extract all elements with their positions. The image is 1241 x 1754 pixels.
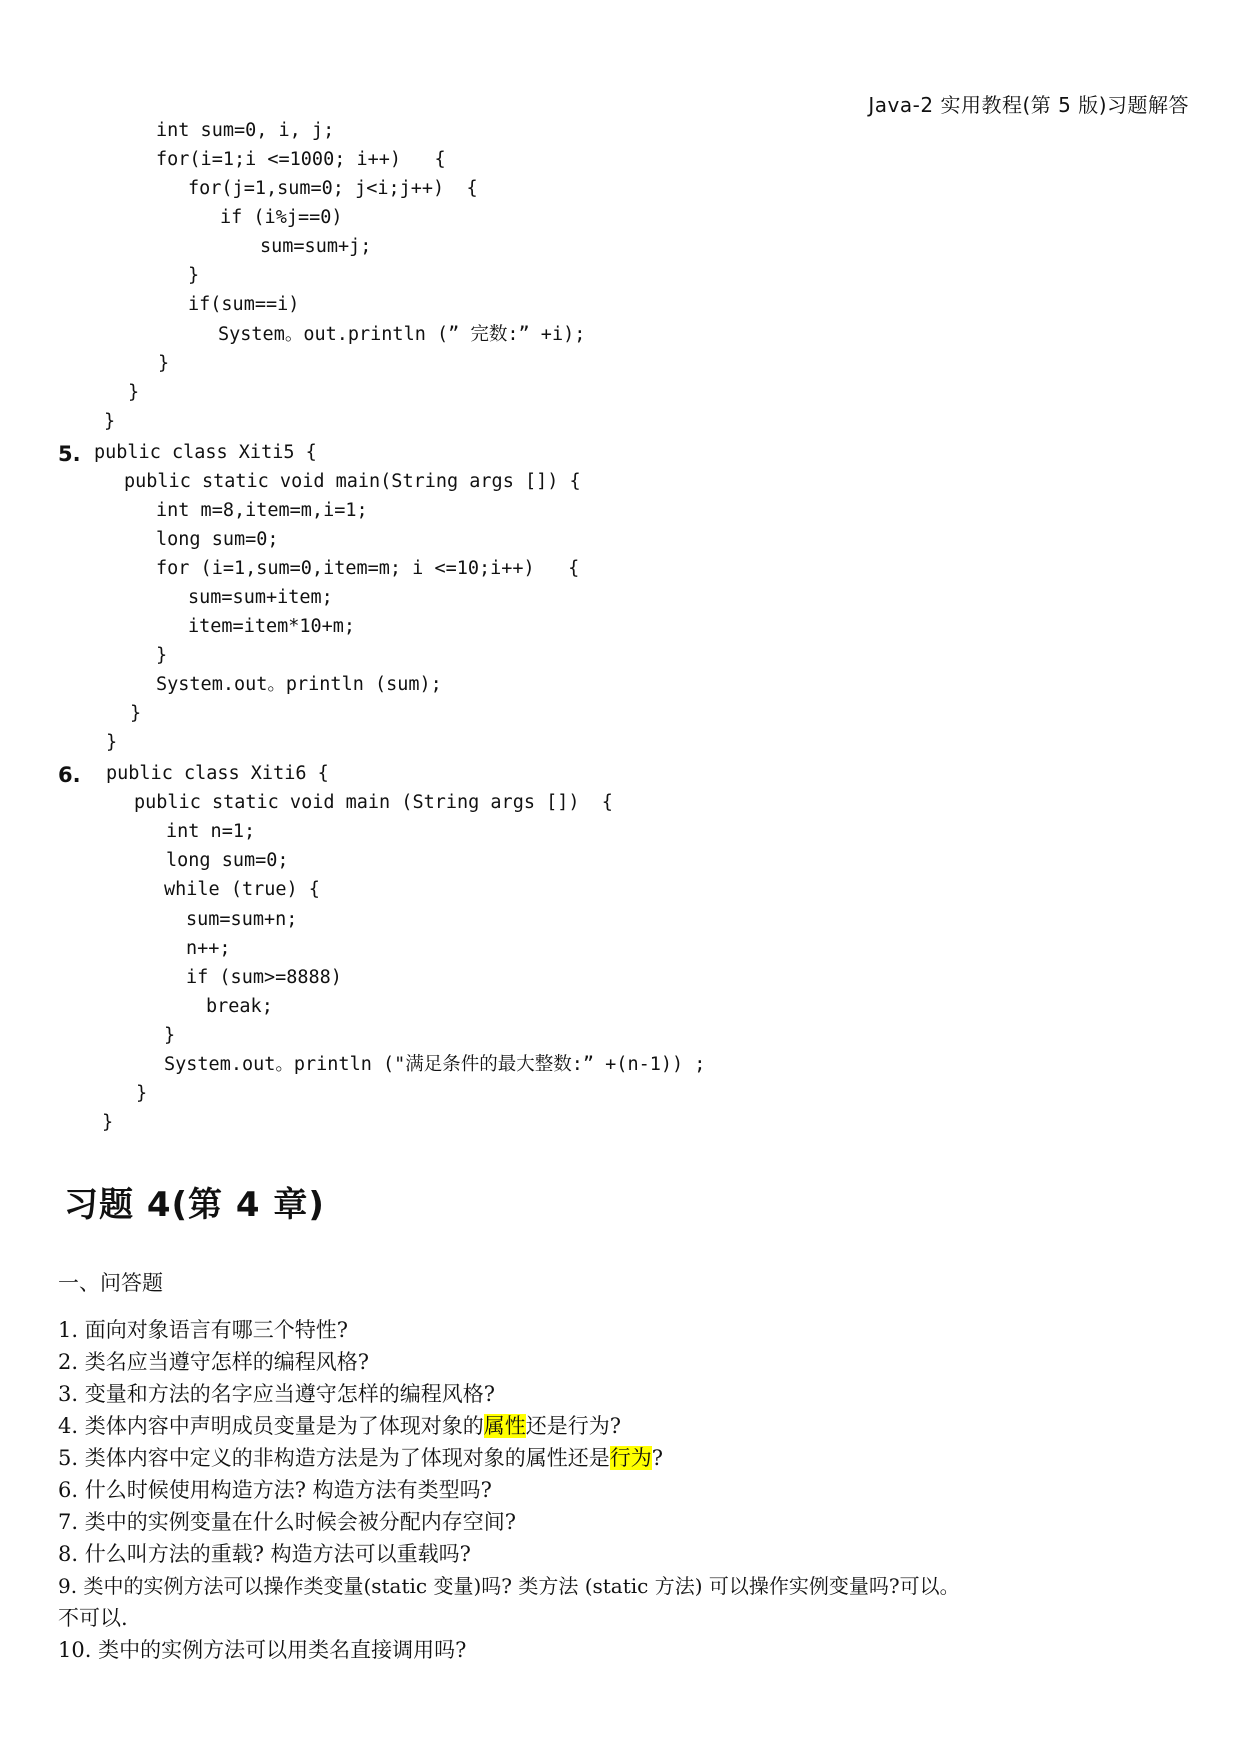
page-header: Java-2 实用教程(第 5 版)习题解答 xyxy=(868,93,1189,117)
code-line: break; xyxy=(206,996,273,1017)
code-line: } xyxy=(164,1025,176,1046)
question-text: ? xyxy=(651,1446,663,1470)
code-line: public class Xiti6 { xyxy=(106,763,329,784)
question-item: 3. 变量和方法的名字应当遵守怎样的编程风格? xyxy=(58,1382,495,1406)
code-line: int n=1; xyxy=(166,821,256,842)
code-line: } xyxy=(102,1112,114,1133)
chapter-title: 习题 4(第 4 章) xyxy=(64,1185,325,1225)
question-item: 9. 类中的实例方法可以操作类变量(static 变量)吗? 类方法 (static 方法) 可以操作实例变量吗?可以。 xyxy=(58,1574,960,1598)
question-text: 还是行为? xyxy=(525,1414,621,1438)
code-line: System.out。println (sum); xyxy=(156,674,442,695)
code-line: long sum=0; xyxy=(156,529,279,550)
section-title: 一、问答题 xyxy=(58,1271,163,1295)
code-line: int sum=0, i, j; xyxy=(156,120,335,141)
code-line: item=item*10+m; xyxy=(188,616,356,637)
code-line: } xyxy=(104,411,116,432)
code-line: System.out。println ("满足条件的最大整数:” +(n-1)) ; xyxy=(164,1054,706,1075)
code-line: for (i=1,sum=0,item=m; i <=10;i++) { xyxy=(156,558,580,579)
code-line: } xyxy=(130,703,142,724)
question-item: 8. 什么叫方法的重载? 构造方法可以重载吗? xyxy=(58,1542,471,1566)
code-line: } xyxy=(128,382,140,403)
code-line: while (true) { xyxy=(164,879,320,900)
question-item-continuation: 不可以. xyxy=(58,1606,128,1630)
code-line: if(sum==i) xyxy=(188,294,300,315)
question-item: 1. 面向对象语言有哪三个特性? xyxy=(58,1318,348,1342)
code-line: long sum=0; xyxy=(166,850,289,871)
code-line: public class Xiti5 { xyxy=(94,442,317,463)
code-line: } xyxy=(188,265,200,286)
question-item xyxy=(58,1448,663,1469)
code-line: int m=8,item=m,i=1; xyxy=(156,500,368,521)
highlighted-text: 行为 xyxy=(609,1446,652,1470)
code-line: public static void main (String args []) { xyxy=(134,792,613,813)
code-line: for(j=1,sum=0; j<i;j++) { xyxy=(188,178,478,199)
code-line: n++; xyxy=(186,938,231,959)
question-text: 5. 类体内容中定义的非构造方法是为了体现对象的属性还是 xyxy=(58,1446,610,1470)
code-line: System。out.println (” 完数:” +i); xyxy=(218,324,586,345)
question-item: 10. 类中的实例方法可以用类名直接调用吗? xyxy=(58,1638,467,1662)
code-line: sum=sum+j; xyxy=(260,236,372,257)
code-line: sum=sum+n; xyxy=(186,909,298,930)
code-line: } xyxy=(156,645,168,666)
question-text: 4. 类体内容中声明成员变量是为了体现对象的 xyxy=(58,1414,484,1438)
code-line: for(i=1;i <=1000; i++) { xyxy=(156,149,446,170)
code-line: } xyxy=(106,732,118,753)
code-line: public static void main(String args []) { xyxy=(124,471,581,492)
question-item xyxy=(58,1416,621,1437)
code-line: if (i%j==0) xyxy=(220,207,343,228)
code-line: if (sum>=8888) xyxy=(186,967,342,988)
question-item: 7. 类中的实例变量在什么时候会被分配内存空间? xyxy=(58,1510,516,1534)
code-line: } xyxy=(158,353,170,374)
code-line: } xyxy=(136,1083,148,1104)
highlighted-text: 属性 xyxy=(483,1414,526,1438)
exercise-number: 5. xyxy=(58,442,81,466)
question-item: 2. 类名应当遵守怎样的编程风格? xyxy=(58,1350,369,1374)
exercise-number: 6. xyxy=(58,763,81,787)
code-line: sum=sum+item; xyxy=(188,587,333,608)
question-item: 6. 什么时候使用构造方法? 构造方法有类型吗? xyxy=(58,1478,492,1502)
